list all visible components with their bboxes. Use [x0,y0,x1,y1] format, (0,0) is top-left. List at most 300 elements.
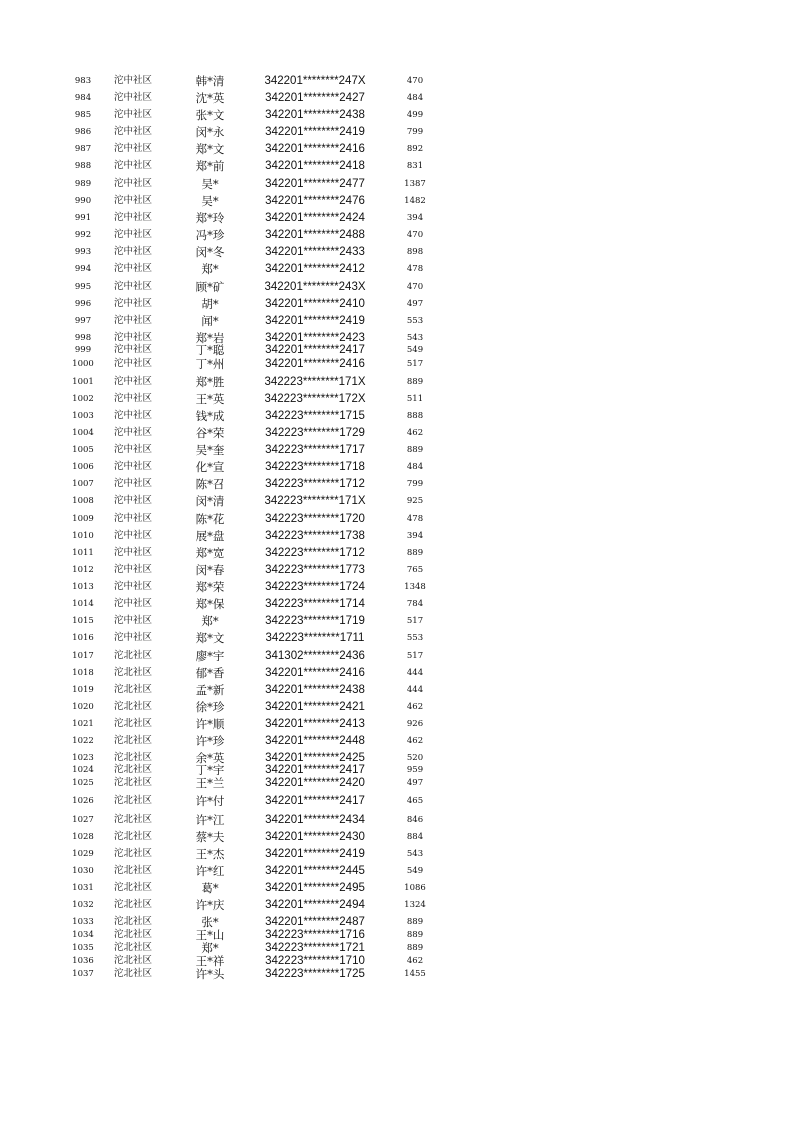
amount-cell: 499 [406,110,424,120]
table-row [0,280,793,294]
id-number-cell: 342201********2438 [265,684,365,696]
table-row [0,194,793,208]
name-cell: 郑* [201,614,219,628]
table-row [0,546,793,560]
table-row [0,91,793,105]
table-row [0,159,793,173]
community-cell: 沱北社区 [113,848,152,859]
id-number-cell: 342201********2427 [265,92,365,104]
amount-cell: 889 [406,377,424,387]
community-cell: 沱中社区 [113,461,152,472]
table-row [0,614,793,628]
id-number-cell: 342201********2423 [265,332,365,344]
id-number-cell: 342201********2495 [265,882,365,894]
amount-cell: 444 [406,685,424,695]
row-number: 1016 [72,633,94,643]
row-number: 984 [74,93,92,103]
community-cell: 沱中社区 [113,263,152,274]
name-cell: 徐*珍 [195,700,225,714]
table-row [0,125,793,139]
table-row [0,597,793,611]
community-cell: 沱北社区 [113,777,152,788]
id-number-cell: 342201********2418 [265,160,365,172]
id-number-cell: 342201********2413 [265,718,365,730]
amount-cell: 478 [406,264,424,274]
amount-cell: 799 [406,127,424,137]
row-number: 983 [74,76,92,86]
name-cell: 胡* [201,297,219,311]
id-number-cell: 342201********2424 [265,212,365,224]
name-cell: 许*顺 [195,717,225,731]
row-number: 987 [74,144,92,154]
name-cell: 郁*香 [195,666,225,680]
community-cell: 沱中社区 [113,332,152,343]
row-number: 1031 [72,883,94,893]
row-number: 1010 [72,531,94,541]
id-number-cell: 342223********1717 [265,444,365,456]
table-row [0,794,793,808]
table-row [0,941,793,955]
table-row [0,928,793,942]
amount-cell: 497 [406,299,424,309]
row-number: 1018 [72,668,94,678]
table-row [0,700,793,714]
row-number: 1032 [72,900,94,910]
name-cell: 吴* [201,177,219,191]
name-cell: 顾*矿 [195,280,225,294]
name-cell: 展*盘 [195,529,225,543]
amount-cell: 889 [406,930,424,940]
name-cell: 郑*胜 [195,375,225,389]
row-number: 1022 [72,736,94,746]
community-cell: 沱中社区 [113,427,152,438]
community-cell: 沱北社区 [113,929,152,940]
id-number-cell: 342223********1718 [265,461,365,473]
id-number-cell: 342201********2410 [265,298,365,310]
id-number-cell: 342201********2421 [265,701,365,713]
amount-cell: 553 [406,633,424,643]
name-cell: 廖*宇 [195,649,225,663]
amount-cell: 462 [406,428,424,438]
community-cell: 沱北社区 [113,650,152,661]
row-number: 1001 [72,377,94,387]
id-number-cell: 342201********2445 [265,865,365,877]
amount-cell: 889 [406,943,424,953]
id-number-cell: 341302********2436 [265,650,365,662]
row-number: 995 [74,282,92,292]
amount-cell: 884 [406,832,424,842]
table-row [0,314,793,328]
table-row [0,813,793,827]
row-number: 1005 [72,445,94,455]
row-number: 1015 [72,616,94,626]
id-number-cell: 342223********1710 [265,955,365,967]
name-cell: 郑*保 [195,597,225,611]
community-cell: 沱北社区 [113,667,152,678]
name-cell: 闵*冬 [195,245,225,259]
row-number: 1014 [72,599,94,609]
amount-cell: 517 [406,651,424,661]
row-number: 1008 [72,496,94,506]
community-cell: 沱中社区 [113,160,152,171]
row-number: 1027 [72,815,94,825]
name-cell: 沈*英 [195,91,225,105]
amount-cell: 444 [406,668,424,678]
name-cell: 许*红 [195,864,225,878]
name-cell: 王*兰 [195,776,225,790]
amount-cell: 553 [406,316,424,326]
amount-cell: 1086 [404,883,426,893]
row-number: 997 [74,316,92,326]
amount-cell: 1348 [404,582,426,592]
row-number: 993 [74,247,92,257]
community-cell: 沱中社区 [113,598,152,609]
row-number: 1011 [72,548,94,558]
id-number-cell: 342201********2433 [265,246,365,258]
row-number: 994 [74,264,92,274]
id-number-cell: 342201********243X [264,281,366,293]
amount-cell: 497 [406,778,424,788]
row-number: 1036 [72,956,94,966]
id-number-cell: 342223********1724 [265,581,365,593]
name-cell: 谷*荣 [195,426,225,440]
table-row [0,142,793,156]
table-row [0,830,793,844]
row-number: 1020 [72,702,94,712]
id-number-cell: 342223********1711 [265,632,365,644]
id-number-cell: 342223********1715 [265,410,365,422]
community-cell: 沱北社区 [113,735,152,746]
id-number-cell: 342201********2448 [265,735,365,747]
name-cell: 郑*玲 [195,211,225,225]
amount-cell: 543 [406,333,424,343]
amount-cell: 511 [406,394,424,404]
id-number-cell: 342223********172X [264,393,366,405]
row-number: 1009 [72,514,94,524]
name-cell: 吴*奎 [195,443,225,457]
name-cell: 郑*文 [195,631,225,645]
row-number: 1037 [72,969,94,979]
name-cell: 许*头 [195,967,225,981]
row-number: 1021 [72,719,94,729]
community-cell: 沱北社区 [113,831,152,842]
community-cell: 沱北社区 [113,968,152,979]
table-row [0,262,793,276]
amount-cell: 478 [406,514,424,524]
table-row [0,898,793,912]
id-number-cell: 342223********1720 [265,513,365,525]
id-number-cell: 342223********1773 [265,564,365,576]
community-cell: 沱中社区 [113,547,152,558]
community-cell: 沱中社区 [113,444,152,455]
name-cell: 韩*清 [195,74,225,88]
amount-cell: 465 [406,796,424,806]
id-number-cell: 342201********2416 [265,358,365,370]
id-number-cell: 342201********2417 [265,344,365,356]
id-number-cell: 342201********2417 [265,795,365,807]
community-cell: 沱中社区 [113,358,152,369]
community-cell: 沱中社区 [113,143,152,154]
amount-cell: 517 [406,616,424,626]
id-number-cell: 342201********2425 [265,752,365,764]
table-row [0,477,793,491]
id-number-cell: 342223********1712 [265,478,365,490]
name-cell: 丁*聪 [195,343,225,357]
amount-cell: 784 [406,599,424,609]
id-number-cell: 342201********2430 [265,831,365,843]
name-cell: 钱*成 [195,409,225,423]
amount-cell: 394 [406,531,424,541]
table-row [0,666,793,680]
community-cell: 沱中社区 [113,75,152,86]
table-row [0,460,793,474]
amount-cell: 517 [406,359,424,369]
id-number-cell: 342201********2438 [265,109,365,121]
name-cell: 张* [201,915,219,929]
id-number-cell: 342201********2419 [265,848,365,860]
row-number: 991 [74,213,92,223]
row-number: 1029 [72,849,94,859]
row-number: 1019 [72,685,94,695]
table-row [0,563,793,577]
amount-cell: 1482 [404,196,426,206]
community-cell: 沱北社区 [113,795,152,806]
row-number: 998 [74,333,92,343]
table-row [0,108,793,122]
amount-cell: 889 [406,548,424,558]
name-cell: 王*英 [195,392,225,406]
table-row [0,954,793,968]
row-number: 999 [74,345,92,355]
row-number: 1000 [72,359,94,369]
id-number-cell: 342201********2476 [265,195,365,207]
amount-cell: 765 [406,565,424,575]
community-cell: 沱北社区 [113,899,152,910]
community-cell: 沱中社区 [113,376,152,387]
row-number: 996 [74,299,92,309]
table-row [0,494,793,508]
table-row [0,915,793,929]
community-cell: 沱中社区 [113,212,152,223]
table-row [0,74,793,88]
amount-cell: 462 [406,736,424,746]
amount-cell: 1455 [404,969,426,979]
table-row [0,881,793,895]
name-cell: 葛* [201,881,219,895]
id-number-cell: 342223********1716 [265,929,365,941]
name-cell: 郑*文 [195,142,225,156]
name-cell: 余*英 [195,751,225,765]
table-row [0,763,793,777]
amount-cell: 888 [406,411,424,421]
table-row [0,409,793,423]
row-number: 1006 [72,462,94,472]
community-cell: 沱中社区 [113,281,152,292]
name-cell: 王*杰 [195,847,225,861]
community-cell: 沱中社区 [113,564,152,575]
name-cell: 王*祥 [195,954,225,968]
amount-cell: 462 [406,702,424,712]
name-cell: 许*付 [195,794,225,808]
name-cell: 冯*珍 [195,228,225,242]
row-number: 1035 [72,943,94,953]
name-cell: 化*宣 [195,460,225,474]
row-number: 985 [74,110,92,120]
community-cell: 沱中社区 [113,530,152,541]
amount-cell: 892 [406,144,424,154]
row-number: 1017 [72,651,94,661]
id-number-cell: 342201********2419 [265,315,365,327]
community-cell: 沱北社区 [113,684,152,695]
table-row [0,734,793,748]
row-number: 1030 [72,866,94,876]
community-cell: 沱中社区 [113,298,152,309]
id-number-cell: 342223********171X [264,495,366,507]
community-cell: 沱中社区 [113,315,152,326]
amount-cell: 462 [406,956,424,966]
amount-cell: 1387 [404,179,426,189]
community-cell: 沱北社区 [113,764,152,775]
table-row [0,245,793,259]
community-cell: 沱中社区 [113,615,152,626]
amount-cell: 831 [406,161,424,171]
id-number-cell: 342201********2416 [265,143,365,155]
name-cell: 许*珍 [195,734,225,748]
table-row [0,512,793,526]
name-cell: 闵*永 [195,125,225,139]
row-number: 992 [74,230,92,240]
id-number-cell: 342201********2412 [265,263,365,275]
community-cell: 沱中社区 [113,109,152,120]
amount-cell: 846 [406,815,424,825]
community-cell: 沱中社区 [113,178,152,189]
id-number-cell: 342201********2417 [265,764,365,776]
amount-cell: 959 [406,765,424,775]
row-number: 1025 [72,778,94,788]
row-number: 990 [74,196,92,206]
row-number: 1026 [72,796,94,806]
id-number-cell: 342201********2477 [265,178,365,190]
amount-cell: 889 [406,917,424,927]
community-cell: 沱北社区 [113,752,152,763]
name-cell: 许*庆 [195,898,225,912]
amount-cell: 470 [406,76,424,86]
id-number-cell: 342201********2487 [265,916,365,928]
table-row [0,343,793,357]
community-cell: 沱北社区 [113,882,152,893]
id-number-cell: 342201********2434 [265,814,365,826]
community-cell: 沱中社区 [113,229,152,240]
community-cell: 沱北社区 [113,701,152,712]
name-cell: 郑*宽 [195,546,225,560]
name-cell: 郑* [201,262,219,276]
community-cell: 沱中社区 [113,478,152,489]
amount-cell: 889 [406,445,424,455]
name-cell: 郑*前 [195,159,225,173]
name-cell: 郑* [201,941,219,955]
amount-cell: 543 [406,849,424,859]
table-row [0,631,793,645]
community-cell: 沱中社区 [113,195,152,206]
table-row [0,228,793,242]
table-row [0,443,793,457]
row-number: 1012 [72,565,94,575]
name-cell: 张*文 [195,108,225,122]
id-number-cell: 342201********2488 [265,229,365,241]
community-cell: 沱中社区 [113,513,152,524]
table-row [0,426,793,440]
table-row [0,357,793,371]
id-number-cell: 342223********1712 [265,547,365,559]
community-cell: 沱北社区 [113,718,152,729]
amount-cell: 925 [406,496,424,506]
id-number-cell: 342223********1721 [265,942,365,954]
community-cell: 沱中社区 [113,92,152,103]
id-number-cell: 342223********1738 [265,530,365,542]
community-cell: 沱中社区 [113,632,152,643]
name-cell: 丁*州 [195,357,225,371]
table-row [0,392,793,406]
amount-cell: 549 [406,345,424,355]
table-row [0,375,793,389]
amount-cell: 549 [406,866,424,876]
table-row [0,580,793,594]
row-number: 1004 [72,428,94,438]
amount-cell: 1324 [404,900,426,910]
name-cell: 陈*花 [195,512,225,526]
table-row [0,847,793,861]
name-cell: 闻* [201,314,219,328]
id-number-cell: 342223********1719 [265,615,365,627]
amount-cell: 484 [406,462,424,472]
table-row [0,177,793,191]
table-row [0,649,793,663]
amount-cell: 470 [406,282,424,292]
name-cell: 郑*岩 [195,331,225,345]
row-number: 1003 [72,411,94,421]
table-row [0,297,793,311]
community-cell: 沱北社区 [113,865,152,876]
id-number-cell: 342201********247X [264,75,366,87]
community-cell: 沱北社区 [113,916,152,927]
community-cell: 沱中社区 [113,344,152,355]
table-row [0,967,793,981]
name-cell: 王*山 [195,928,225,942]
id-number-cell: 342223********1725 [265,968,365,980]
community-cell: 沱北社区 [113,942,152,953]
row-number: 1023 [72,753,94,763]
amount-cell: 520 [406,753,424,763]
amount-cell: 470 [406,230,424,240]
row-number: 1024 [72,765,94,775]
row-number: 986 [74,127,92,137]
name-cell: 丁*宇 [195,763,225,777]
amount-cell: 484 [406,93,424,103]
row-number: 1033 [72,917,94,927]
name-cell: 吴* [201,194,219,208]
amount-cell: 926 [406,719,424,729]
table-row [0,717,793,731]
community-cell: 沱北社区 [113,814,152,825]
row-number: 1028 [72,832,94,842]
amount-cell: 799 [406,479,424,489]
row-number: 988 [74,161,92,171]
name-cell: 蔡*夫 [195,830,225,844]
row-number: 989 [74,179,92,189]
id-number-cell: 342223********1729 [265,427,365,439]
name-cell: 闵*春 [195,563,225,577]
table-row [0,864,793,878]
